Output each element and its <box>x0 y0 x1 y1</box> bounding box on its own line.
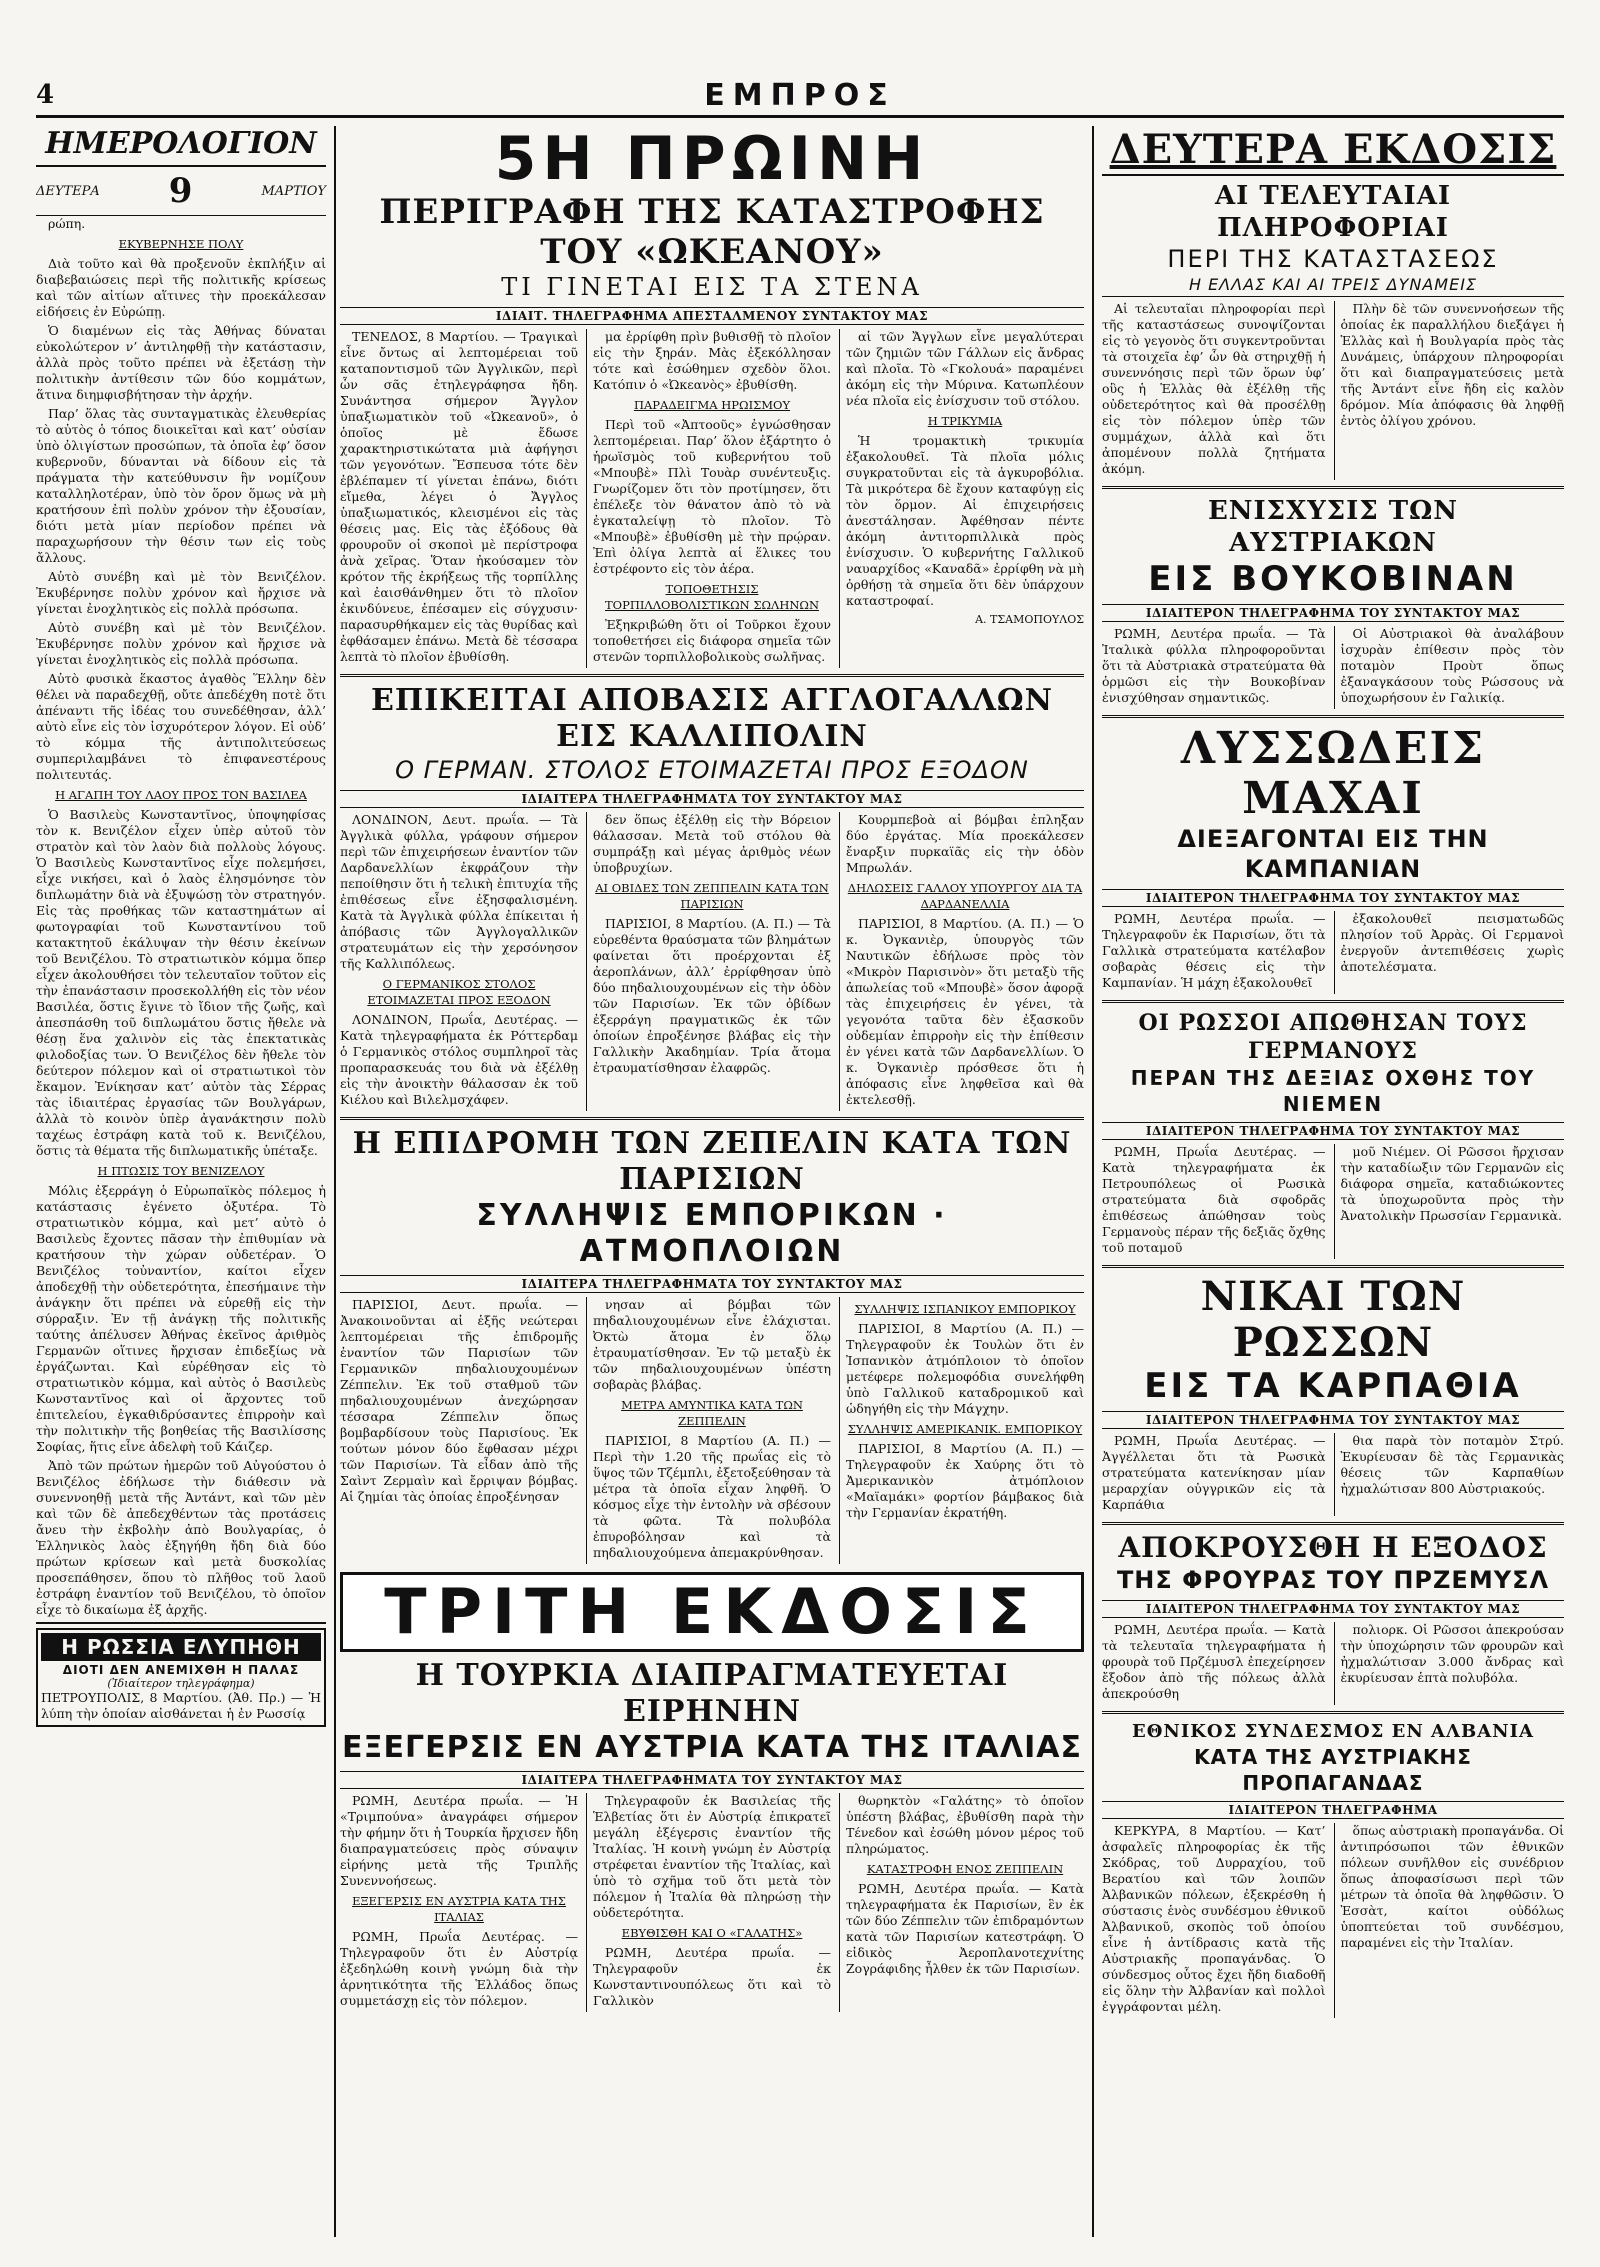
paragraph: Περὶ τοῦ «Ἀπτοοῦς» ἐγνώσθησαν λεπτομέρειαι. Παρ’ ὅλον ἐξάρτητο ὁ ἡρωϊσμὸς τοῦ κυβερνήτου τοῦ «Μπουβὲ» Πλὶ Τουὰρ συνέντευξις. Γνωρίζομεν ὅτι τὸν προτίμησεν, ὅτι ἐπέλεξε τὸν θάνατον ἀπὸ τὸ νὰ ἐγκαταλείψῃ τὸ πλοῖον. Τὸ «Μπουβὲ» ἐβυθίσθη μὲ τὴν πρῴραν. Ἐπὶ ὀλίγα λεπτὰ αἱ ἕλικες του ἐστρέφοντο εἰς τὸν ἀέρα. <box>593 417 831 576</box>
subheading: Ο ΓΕΡΜΑΝΙΚΟΣ ΣΤΟΛΟΣ ΕΤΟΙΜΑΖΕΤΑΙ ΠΡΟΣ ΕΞΟΔΟΝ <box>367 977 551 1007</box>
story-zeppelin <box>340 1297 1084 1564</box>
headline-ship-seizures: ΣΥΛΛΗΨΙΣ ΕΜΠΟΡΙΚΩΝ · ΑΤΜΟΠΛΟΙΩΝ <box>476 1198 948 1269</box>
paragraph: Αἱ τελευταῖαι πληροφορίαι περὶ τῆς καταστάσεως συνοψίζονται εἰς τὸ γεγονὸς ὅτι συγκεντροῦνται τὰ στοιχεῖα ἐφ’ ὧν θὰ στηριχθῇ ἡ συνεννόησις περὶ τῶν ὅρων ὑφ’ οὓς ἡ Ἑλλὰς θὰ ἐξέλθῃ τῆς οὐδετερότητος καὶ θὰ προσέλθῃ εἰς τὸν πόλεμον ὑπὲρ τῶν συμμάχων, ἀλλὰ καὶ ὅτι ἀπομένουν πολλὰ ζητήματα ἀκόμη. <box>1102 301 1326 476</box>
byline: ΙΔΙΑΙΤ. ΤΗΛΕΓΡΑΦΗΜΑ ΑΠΕΣΤΑΛΜΕΝΟΥ ΣΥΝΤΑΚΤΟΥ ΜΑΣ <box>340 307 1084 325</box>
headline-fierce-battles: ΛΥΣΣΩΔΕΙΣ ΜΑΧΑΙ <box>1180 723 1486 824</box>
subheading: ΕΒΥΘΙΣΘΗ ΚΑΙ Ο «ΓΑΛΑΤΗΣ» <box>621 1926 803 1940</box>
headline-bukovina: ΕΙΣ ΒΟΥΚΟΒΙΝΑΝ <box>1148 559 1518 599</box>
paragraph: μοῦ Νιέμεν. Οἱ Ρῶσσοι ἤρχισαν τὴν καταδίωξιν τῶν Γερμανῶν εἰς διάφορα σημεῖα, καταδιώκοντες τὰ ὑποχωροῦντα πρὸς τὴν Ἀνατολικὴν Πρωσσίαν Γερμανικὰ. <box>1340 1144 1564 1223</box>
paragraph: ΠΑΡΙΣΙΟΙ, 8 Μαρτίου. (Α. Π.) — Ὁ κ. Ὀγκανιὲρ, ὑπουργὸς τῶν Ναυτικῶν ἐδήλωσε πρὸς τὸν «Μικρὸν Παρισινὸν» ὅτι μεταξὺ τῆς ἀπωλείας τοῦ «Μπουβὲ» ὅσον ἀφορᾷ τὰς ἐπιχειρήσεις ἐν γένει, τὰ γεγονότα ταῦτα δὲν ἐξασκοῦν οὐδεμίαν ἐπιρροὴν εἰς τὴν ἐπίθεσιν ἐν γένει κατὰ τῶν Δαρδανελλίων. Ὁ κ. Ὀγκανιὲρ πρόσθεσε ὅτι ἡ ἀπόφασις εἶνε ληφθεῖσα καὶ θὰ ἐκτελεσθῇ. <box>846 916 1084 1107</box>
paragraph: Ἡ τρομακτικὴ τρικυμία ἐξακολουθεῖ. Τὰ πλοῖα μόλις συγκρατοῦνται εἰς τὰ ἀγκυροβόλια. Τὰ μικρότερα δὲ ἔχουν καταφύγῃ εἰς τὸν ὅρμον. Αἱ ἐπιχειρήσεις ἀνεστάλησαν. Ἀφέθησαν πέντε ἀκόμη ἀντιτορπιλλικὰ πρὸς ἐνίσχυσιν. Ὁ κυβερνήτης Γαλλικοῦ ναυαρχίδος «Καναδᾶ» ἐρρίφθη νὰ μὴ ὀρθήσῃ τὰ σημεῖα ὅτι δὲν ὑπάρχουν καταστροφαί. <box>846 433 1084 608</box>
subheading: ΠΑΡΑΔΕΙΓΜΑ ΗΡΩΙΣΜΟΥ <box>633 398 791 412</box>
headline-champagne: ΔΙΕΞΑΓΟΝΤΑΙ ΕΙΣ ΤΗΝ ΚΑΜΠΑΝΙΑΝ <box>1177 825 1489 883</box>
paragraph: ΡΩΜΗ, Πρωΐα Δευτέρας. — Κατὰ τηλεγραφήματα ἐκ Πετρουπόλεως οἱ Ρωσικὰ στρατεύματα διὰ σφοδρᾶς ἐπιθέσεως ἀπώθησαν τοὺς Γερμανοὺς πέραν τῆς δεξιᾶς ὄχθης τοῦ ποταμοῦ <box>1102 1144 1326 1255</box>
paragraph: Τηλεγραφοῦν ἐκ Βασιλείας τῆς Ἑλβετίας ὅτι ἐν Αὐστρίᾳ ἐπικρατεῖ μεγάλη ἐξέγερσις ἐναντίον τῆς Ἰταλίας. Ἡ κοινὴ γνώμη ἐν Αὐστρίᾳ στρέφεται ἐναντίον τῆς Ἰταλίας, καὶ ὑπὸ τὸ σχῆμα τοῦ ὅτι μετὰ τὸν πόλεμον ἡ Ἰταλία θὰ πληρώσῃ τὴν οὐδετερότητα. <box>593 1793 831 1920</box>
byline: ΙΔΙΑΙΤΕΡΑ ΤΗΛΕΓΡΑΦΗΜΑΤΑ ΤΟΥ ΣΥΝΤΑΚΤΟΥ ΜΑΣ <box>340 790 1084 808</box>
paragraph: δεν ὅπως ἐξέλθῃ εἰς τὴν Βόρειον θάλασσαν. Μετὰ τοῦ στόλου θὰ συμπράξῃ καὶ μέγας ἀριθμὸς νέων ὑποβρυχίων. <box>593 812 831 875</box>
subheading: ΚΑΤΑΣΤΡΟΦΗ ΕΝΟΣ ΖΕΠΠΕΛΙΝ <box>866 1862 1064 1876</box>
paragraph: ΠΑΡΙΣΙΟΙ, 8 Μαρτίου (Α. Π.) — Τηλεγραφοῦν ἐκ Χαύρης ὅτι τὸ Ἀμερικανικὸν ἀτμόπλοιον «Μαϊαμάκι» φορτίον βάμβακος διὰ τὴν Γερμανίαν ἐκρατήθη. <box>846 1441 1084 1520</box>
paragraph: ὅπως αὐστριακὴ προπαγάνδα. Οἱ ἀντιπρόσωποι τῶν ἐθνικῶν πόλεων συνῆλθον εἰς συνέδριον ὅπως ἀποφασίσωσι περὶ τῶν μέτρων τὰ ὁποῖα θὰ ληφθῶσιν. Ὁ Ἐσσὰτ, καίτοι οὐδόλως ὑποπτεύεται τοῦ συνδέσμου, παραμένει εἰς τὴν Ἰταλίαν. <box>1340 1823 1564 1950</box>
story-albania <box>1102 1823 1564 2018</box>
second-edition-column <box>1092 126 1564 2237</box>
byline: ΙΔΙΑΙΤΕΡΟΝ ΤΗΛΕΓΡΑΦΗΜΑ ΤΟΥ ΣΥΝΤΑΚΤΟΥ ΜΑΣ <box>1102 1122 1564 1140</box>
subheading: ΜΕΤΡΑ ΑΜΥΝΤΙΚΑ ΚΑΤΑ ΤΩΝ ΖΕΠΠΕΛΙΝ <box>621 1398 803 1428</box>
paragraph: ΡΩΜΗ, Πρωΐα Δευτέρας. — Ἀγγέλλεται ὅτι τὰ Ρωσικὰ στρατεύματα κατενίκησαν μίαν μεραρχίαν οὐγγρικῶν εἰς τὰ Καρπάθια <box>1102 1433 1326 1512</box>
diary-column <box>36 126 336 2237</box>
story-przemysl <box>1102 1622 1564 1705</box>
paragraph: ΡΩΜΗ, Δευτέρα πρωΐα. — Κατὰ τηλεγραφήματα ἐκ Παρισίων, ἓν ἐκ τῶν δύο Ζέππελιν τῶν ἐπιδραμόντων κατὰ τῶν Παρισίων κατεστράφη. Ὁ εἰδικὸς Ἀεροπλανοτεχνίτης Ζογράφιδης ἦλθεν ἐκ τῶν Παρισίων. <box>846 1881 1084 1976</box>
story-turkey <box>340 1793 1084 2012</box>
paragraph: θωρηκτὸν «Γαλάτης» τὸ ὁποῖον ὑπέστη βλάβας, ἐβυθίσθη παρὰ τὴν Τένεδον καὶ ἐσώθη μόνον μέρος τοῦ πληρώματος. <box>846 1793 1084 1856</box>
paragraph: Μόλις ἐξερράγη ὁ Εὐρωπαϊκὸς πόλεμος ἡ κατάστασις ἐγένετο ὀξυτέρα. Τὸ στρατιωτικὸν κόμμα, καὶ μετ’ αὐτὸ ὁ Βασιλεὺς ἔχοντες πᾶσαν τὴν ἐπιθυμίαν νὰ κρατήσουν τὴν χώραν οὐδετέραν. Ὁ Βενιζέλος τοὐναντίον, καίτοι εἶχεν ἀποδεχθῇ τὴν οὐδετερότητα, ἐπεσήμαινε τὴν ἀνάγκην ὅτι πρέπει νὰ εὑρεθῇ εἰς τὴν σύρραξιν. Ἐν τῇ ἀνάγκῃ τῆς πολιτικῆς ταύτης ἀπέλυσεν Ἀθήνας ἐκεῖνος ἀριθμὸς Γερμανῶν οἵτινες ἤρχισαν ἐπιδεξίως νὰ ἐργάζωνται. Καὶ εὑρέθησαν εἰς τὸ στρατιωτικὸν κόμμα, καὶ αὐτὸς ὁ Βασιλεὺς Κωνσταντῖνος καὶ οἱ ἄρχοντες τοῦ ἐπιτελείου, ἐγκαθιδρύσαντες ἐπιρροὴν καὶ τὴν πολιτικὴν τῆς βοηθείας τῆς Βασιλίσσης Σοφίας, ἥτις εἶνε ἀδελφὴ τοῦ Κάιζερ. <box>36 1183 326 1454</box>
headline-situation: ΠΕΡΙ ΤΗΣ ΚΑΤΑΣΤΑΣΕΩΣ <box>1167 245 1499 273</box>
paragraph: ΡΩΜΗ, Δευτέρα πρωΐα. — Τὰ Ἰταλικὰ φύλλα πληροφοροῦνται ὅτι τὰ Αὐστριακὰ στρατεύματα θὰ ὁρμῶσι εἰς τὴν Βουκοβίναν ἐνισχύθησαν σημαντικῶς. <box>1102 626 1326 705</box>
russia-box-text: ΠΕΤΡΟΥΠΟΛΙΣ, 8 Μαρτίου. (Ἀθ. Πρ.) — Ἡ λύπη τὴν ὁποίαν αἰσθάνεται ἡ ἐν Ρωσσίᾳ <box>41 1690 321 1721</box>
story-gallipoli <box>340 812 1084 1111</box>
headline-russians-repel: ΟΙ ΡΩΣΣΟΙ ΑΠΩΘΗΣΑΝ ΤΟΥΣ ΓΕΡΜΑΝΟΥΣ <box>1138 1010 1528 1064</box>
main-news-column <box>340 126 1084 2237</box>
headline-turkey-peace: Η ΤΟΥΡΚΙΑ ΔΙΑΠΡΑΓΜΑΤΕΥΕΤΑΙ ΕΙΡΗΝΗΝ <box>415 1658 1009 1729</box>
newspaper-name: ΕΜΠΡΟΣ <box>704 78 896 113</box>
paragraph: Οἱ Αὐστριακοὶ θὰ ἀναλάβουν ἰσχυρὰν ἐπίθεσιν πρὸς τὸν ποταμὸν Προὺτ ὅπως ἐξαναγκάσουν τοὺς Ρώσσους νὰ ὑποχωρήσουν ἐν Γαλικίᾳ. <box>1340 626 1564 705</box>
third-edition-banner: ΤΡΙΤΗ ΕΚΔΟΣΙΣ <box>340 1572 1084 1652</box>
paragraph: ρώπη. <box>48 216 86 231</box>
paragraph: ΠΑΡΙΣΙΟΙ, Δευτ. πρωΐα. — Ἀνακοινοῦνται αἱ ἑξῆς νεώτεραι λεπτομέρειαι τῆς ἐπιδρομῆς ἐναντίον τῶν Παρισίων τῶν Γερμανικῶν πηδαλιουχουμένων Ζέππελιν. Ἐκ τοῦ σταθμοῦ τῶν πηδαλιουχουμένων ἀνεχώρησαν τέσσαρα Ζέππελιν ὅπως βομβαρδίσουν τοὺς Παρισίους. Ἐκ τούτων μόνον δύο ἔφθασαν μέχρι τῶν Παρισίων. Τὰ εἶδαν ἀπὸ τῆς Σαὶντ Ζερμαὶν καὶ ἔρριψαν βόμβας. Αἱ ζημίαι τὰς ὁποίας ἐπροξένησαν <box>340 1297 578 1504</box>
subheading: Η ΤΡΙΚΥΜΙΑ <box>927 414 1003 428</box>
subheading: ΣΥΛΛΗΨΙΣ ΙΣΠΑΝΙΚΟΥ ΕΜΠΟΡΙΚΟΥ <box>854 1302 1076 1316</box>
story-oceanos <box>340 329 1084 668</box>
story-bukovina <box>1102 626 1564 709</box>
paragraph: ΠΑΡΙΣΙΟΙ, 8 Μαρτίου (Α. Π.) — Τηλεγραφοῦν ἐκ Τουλὼν ὅτι ἐν Ἰσπανικὸν ἀτμόπλοιον τὸ ὁποῖον μετέφερε πολεμοφόδια συνελήφθη ὑπὸ Γαλλικοῦ καταδρομικοῦ καὶ ὡδηγήθη εἰς τὴν Μάγχην. <box>846 1321 1084 1416</box>
paragraph: ΚΕΡΚΥΡΑ, 8 Μαρτίου. — Κατ’ ἀσφαλεῖς πληροφορίας ἐκ τῆς Σκόδρας, τοῦ Δυρραχίου, τοῦ Βερατίου καὶ τῶν λοιπῶν Ἀλβανικῶν πόλεων, ἐξεκρέσθη ἡ σύστασις ἑνὸς συνδέσμου ἐθνικοῦ Ἀλβανικοῦ, σκοπὸς τοῦ ὁποίου εἶνε ἡ ἀντίδρασις κατὰ τῆς Αὐστριακῆς προπαγάνδας. Ὁ σύνδεσμος οὗτος ἔχει ἤδη διαδοθῆ εἰς ὅλην τὴν Ἀλβανίαν καὶ πολλοὶ ἐγγράφονται μέλη. <box>1102 1823 1326 2014</box>
story-carpathians <box>1102 1433 1564 1516</box>
paragraph: Κουρμπεβοὰ αἱ βόμβαι ἐπληξαν δύο ἐργάτας. Μία προεκάλεσεν ἔναρξιν πυρκαϊᾶς εἰς τὴν ὁδὸν Μπρωλάν. <box>846 812 1084 875</box>
headline-german-fleet: Ο ΓΕΡΜΑΝ. ΣΤΟΛΟΣ ΕΤΟΙΜΑΖΕΤΑΙ ΠΡΟΣ ΕΞΟΔΟΝ <box>395 756 1029 784</box>
paragraph: ΡΩΜΗ, Δευτέρα πρωΐα. — Ἡ «Τριμπούνα» ἀναγράφει σήμερον τὴν φήμην ὅτι ἡ Τουρκία ἤρχισεν ἤδη διαπραγματεύσεις πρὸς σύναψιν εἰρήνης μετὰ τῆς Τριπλῆς Συνεννοήσεως. <box>340 1793 578 1888</box>
subheading: ΑΙ ΟΒΙΔΕΣ ΤΩΝ ΖΕΠΠΕΛΙΝ ΚΑΤΑ ΤΩΝ ΠΑΡΙΣΙΩΝ <box>595 881 829 911</box>
subheading: Η ΠΤΩΣΙΣ ΤΟΥ ΒΕΝΙΖΕΛΟΥ <box>97 1164 265 1178</box>
paragraph: Ἀπὸ τῶν πρώτων ἡμερῶν τοῦ Αὐγούστου ὁ Βενιζέλος ἐδήλωσε τὴν διάθεσιν νὰ συνεννοηθῇ μετὰ τῆς Ἀντάντ, καὶ τῶν μὲν καὶ τῶν δὲ ἀπεδεχθέντων τὰς προτάσεις ἄνευ τὴν ἐκβολὴν ἀπὸ Βουλγαρίας, ὁ Ἑλληνικὸς λαὸς ἐξηγήθη ἤδη διὰ δύο πρώτων κρίσεων καὶ μετὰ δυσκολίας προσεπάθησεν, ὅπου τὸ πλῆθος τοῦ λαοῦ ἐστράφη ἐναντίον τοῦ Βενιζέλου, τὸ ὁποῖον εἶχε τὸ δικαίωμα ἐξ ἀρχῆς. <box>36 1458 326 1617</box>
paragraph: ΠΑΡΙΣΙΟΙ, 8 Μαρτίου. (Α. Π.) — Τὰ εὑρεθέντα θραύσματα τῶν βλημάτων φαίνεται ὅτι προέρχονται ἐξ ἀεροπλάνων, ἀλλ’ ἐρρίφθησαν ὑπὸ δύο πηδαλιουχουμένων εἰς τὴν ὁδὸν τῶν Παρισίων. Ἐκ τῶν ὀβίδων ἐξερράγη πραγματικῶς ἐκ τῶν ὁποίων ἐπροξένησε βλάβας εἰς τὴν Γαλλικὴν Ἀκαδημίαν. Τρία ἄτομα ἐτραυματίσθησαν ἐλαφρῶς. <box>593 916 831 1075</box>
story-champagne <box>1102 911 1564 994</box>
headline-oceanos: ΠΕΡΙΓΡΑΦΗ ΤΗΣ ΚΑΤΑΣΤΡΟΦΗΣ ΤΟΥ «ΩΚΕΑΝΟΥ» <box>379 192 1045 272</box>
paragraph: Ἐξηκριβώθη ὅτι οἱ Τοῦρκοι ἔχουν τοποθετήσει εἰς διάφορα σημεῖα τῶν στενῶν τορπιλλοβολικοὺς σωλῆνας. <box>593 617 831 664</box>
paragraph: ΡΩΜΗ, Δευτέρα πρωΐα. — Τηλεγραφοῦν ἐκ Κωνσταντινουπόλεως ὅτι καὶ τὸ Γαλλικὸν <box>593 1945 831 2008</box>
paragraph: ΛΟΝΔΙΝΟΝ, Δευτ. πρωΐα. — Τὰ Ἀγγλικὰ φύλλα, γράφουν σήμερον περὶ τῶν ἐπιχειρήσεων ἐναντίον τῶν Δαρδανελλίων ἐκφράζουν τὴν πεποίθησιν ὅτι ἡ τελικὴ ἐπιτυχία τῆς ἐπιθέσεως εἶνε ἐξησφαλισμένη. Κατὰ τὰ Ἀγγλικὰ φύλλα ἐπίκειται ἡ ἀπόβασις τῶν Ἀγγλογαλλικῶν στρατευμάτων εἰς τὴν χερσόνησον τῆς Καλλιπόλεως. <box>340 812 578 971</box>
headline-niemen: ΠΕΡΑΝ ΤΗΣ ΔΕΞΙΑΣ ΟΧΘΗΣ ΤΟΥ ΝΙΕΜΕΝ <box>1130 1066 1536 1116</box>
paragraph: ἐξακολουθεῖ πεισματωδῶς πλησίον τοῦ Ἀρρὰς. Οἱ Γερμανοὶ ἐνεργοῦν ἀντεπιθέσεις χωρὶς ἀποτελέσματα. <box>1340 911 1564 974</box>
story-niemen <box>1102 1144 1564 1259</box>
paragraph: Πλὴν δὲ τῶν συνεννοήσεων τῆς ὁποίας ἐκ παραλλήλου διεξάγει ἡ Ἑλλὰς καὶ ἡ Βουλγαρία πρὸς τὰς Δυνάμεις, ὑπάρχουν πληροφορίαι ὅτι καὶ διαπραγματεύσεις μετὰ τῆς Ἀντάντ εἶνε ἤδη εἰς καλὸν δρόμον. Μία ἀπόφασις θὰ ληφθῇ ἐντὸς ὀλίγου χρόνου. <box>1340 301 1564 428</box>
diary-body <box>36 216 326 1618</box>
headline-zeppelin-raid: Η ΕΠΙΔΡΟΜΗ ΤΩΝ ΖΕΠΕΛΙΝ ΚΑΤΑ ΤΩΝ ΠΑΡΙΣΙΩΝ <box>352 1126 1072 1197</box>
subheading: ΤΟΠΟΘΕΤΗΣΙΣ ΤΟΡΠΙΛΛΟΒΟΛΙΣΤΙΚΩΝ ΣΩΛΗΝΩΝ <box>604 582 820 612</box>
headline-przemysl: ΤΗΣ ΦΡΟΥΡΑΣ ΤΟΥ ΠΡΖΕΜΥΣΛ <box>1116 1566 1550 1594</box>
paragraph: Ὁ Βασιλεὺς Κωνσταντῖνος, ὑποψηφίσας τὸν κ. Βενιζέλον εἶχεν ὑπὲρ αὐτοῦ τὸν στρατὸν καὶ τὸν λαὸν διὰ πολλοὺς λόγους. Ὁ Βασιλεὺς Κωνσταντῖνος εἶχε πολεμήσει, εἶχε νικήσει, καὶ ὁ λαὸς ἐλησμόνησε τὸν διπλωμάτην διὰ νὰ ἐξυψώσῃ τὸν στρατηγόν. Εἰς τὰς προθήκας τῶν καταστημάτων αἱ φωτογραφίαι τοῦ Κωνσταντίνου τοῦ κατακτητοῦ ἐκάλυψαν τὴν θέσιν ἐκείνων τοῦ Βενιζέλου. Τὸ στρατιωτικὸν κόμμα ὅπερ εἶχεν ἀκολουθήσει τὸν τελευταῖον τοῦτον εἰς τὴν ἐπανάστασιν προσεκολλήθη εἰς τὸν νέον Βασιλέα, ὅστις ἔγινε τὸ ἴδιον τῆς ζωῆς, καὶ ἀπεσπάσθη τοῦ διπλωμάτου ὅστις ἤθελε νὰ θέσῃ ἕνα χαλινὸν εἰς τὰς ἐπεκτατικὰς φιλοδοξίας των. Ὁ Βενιζέλος δὲν ἤθελε τὸν δεύτερον πόλεμον καὶ οἱ στρατιωτικοὶ τὸν ἔκαμον. Ἐνίκησαν κατ’ αὐτὸν τὰς Σέρρας τὰς ἰδιαιτέρας ἐργασίας τῶν Βουλγάρων, ἀλλὰ τὸ κοινὸν ὑπὲρ ἀγανάκτησιν πολὺ ταχέως ἐστράφη κατὰ τοῦ κ. Βενιζέλου, ὅστις τὰ θέματα τῆς διπλωματικῆς ὑπέταξε. <box>36 807 326 1158</box>
paragraph: Αὐτὸ συνέβη καὶ μὲ τὸν Βενιζέλον. Ἐκυβέρνησε πολὺν χρόνον καὶ ἤρχισε νὰ γίνεται ἐνοχλητικὸς εἰς πολλὰ πρόσωπα. <box>36 569 326 616</box>
subheading: ΣΥΛΛΗΨΙΣ ΑΜΕΡΙΚΑΝΙΚ. ΕΜΠΟΡΙΚΟΥ <box>847 1422 1083 1436</box>
paragraph: ΠΑΡΙΣΙΟΙ, 8 Μαρτίου (Α. Π.) — Περὶ τὴν 1.20 τῆς πρωΐας εἰς τὸ ὕψος τῶν Τζέμπλι, ἐξετοξεύθησαν τὰ μέτρα τὰ ὁποῖα εἶχαν ληφθῆ. Ὁ κόσμος εἶχε τὴν ἐντολὴν νὰ σβέσουν τὰ φῶτα. Τὰ πολυβόλα ἐπυροβόλησαν καὶ τὰ πηδαλιουχούμενα ἀπεμακρύνθησαν. <box>593 1433 831 1560</box>
paragraph: Διὰ τοῦτο καὶ θὰ προξενοῦν ἐκπλήξιν αἱ διαβεβαιώσεις περὶ τῆς πολιτικῆς κρίσεως καὶ τῶν αἰτίων αἵτινες τὴν προεκάλεσαν εἰδήσεις ἐν Εὐρώπῃ. <box>36 256 326 319</box>
byline: ΙΔΙΑΙΤΕΡΑ ΤΗΛΕΓΡΑΦΗΜΑΤΑ ΤΟΥ ΣΥΝΤΑΚΤΟΥ ΜΑΣ <box>340 1275 1084 1293</box>
masthead <box>36 78 1564 118</box>
paragraph: Παρ’ ὅλας τὰς συνταγματικὰς ἐλευθερίας τὸ αὐτὸς ὁ τόπος διοικεῖται καὶ κατ’ οὐσίαν ὑπὸ ὀλιγίστων προσώπων, τὰ ὁποῖα ἐφ’ ὅσον κυβερνοῦν, δύνανται νὰ δίδουν εἰς τὰ πράγματα τὴν κατεύθυνσιν ἣν νομίζουν καταλληλοτέραν, ὑπὸ τὸν ὅρον ὅμως νὰ μὴ κρατήσουν ἐπὶ πολὺν χρόνον τὴν ἐξουσίαν, διότι μετὰ μίαν περίοδον πρέπει νὰ παραχωρήσουν τὴν θέσιν των εἰς τοὺς ἄλλους. <box>36 406 326 565</box>
byline: ΙΔΙΑΙΤΕΡΟΝ ΤΗΛΕΓΡΑΦΗΜΑ <box>1102 1801 1564 1819</box>
paragraph: αἱ τῶν Ἄγγλων εἶνε μεγαλύτεραι τῶν ζημιῶν τῶν Γάλλων εἰς ἄνδρας καὶ πλοῖα. Τὸ «Γκολουά» παραμένει ἀκόμη εἰς τὴν Μύρινα. Κατωπλέουν νέα πλοῖα εἰς ἐνίσχυσιν τοῦ στόλου. <box>846 329 1084 408</box>
headline-austrian-propaganda: ΚΑΤΑ ΤΗΣ ΑΥΣΤΡΙΑΚΗΣ ΠΡΟΠΑΓΑΝΔΑΣ <box>1194 1745 1472 1795</box>
headline-russian-victories: ΝΙΚΑΙ ΤΩΝ ΡΩΣΣΩΝ <box>1200 1273 1466 1366</box>
paragraph: μα ἐρρίφθη πρὶν βυθισθῇ τὸ πλοῖον εἰς τὴν ξηράν. Μὰς ἐξεκόλλησαν τότε καὶ ἐσώθημεν σχεδὸν ὅλοι. Κατόπιν ὁ «Ὠκεανὸς» ἐβυθίσθη. <box>593 329 831 392</box>
headline-sortie-repelled: ΑΠΟΚΡΟΥΣΘΗ Η ΕΞΟΔΟΣ <box>1118 1531 1548 1564</box>
dateline <box>36 167 326 216</box>
byline: ΙΔΙΑΙΤΕΡΟΝ ΤΗΛΕΓΡΑΦΗΜΑ ΤΟΥ ΣΥΝΤΑΚΤΟΥ ΜΑΣ <box>1102 604 1564 622</box>
paragraph: ΡΩΜΗ, Δευτέρα πρωΐα. — Τηλεγραφοῦν ἐκ Παρισίων, ὅτι τὰ Γαλλικὰ στρατεύματα κατέλαβον σοβαρὰς θέσεις εἰς τὴν Καμπανίαν. Ἡ μάχη ἐξακολουθεῖ <box>1102 911 1326 990</box>
page-number: 4 <box>36 80 55 110</box>
paragraph: ΡΩΜΗ, Πρωΐα Δευτέρας. — Τηλεγραφοῦν ὅτι ἐν Αὐστρίᾳ ἐξεδηλώθη κοινὴ γνώμη διὰ τὴν ἀρνητικότητα τῆς Ἑλλάδος ὅπως συμμετάσχῃ εἰς τὸν πόλεμον. <box>340 1929 578 2008</box>
story-situation <box>1102 301 1564 480</box>
russia-box-subtitle: ΔΙΟΤΙ ΔΕΝ ΑΝΕΜΙΧΘΗ Η ΠΑΛΑΣ <box>62 1663 300 1677</box>
date-number: 9 <box>168 171 193 211</box>
russia-box-note: (Ἰδιαίτερον τηλεγράφημα) <box>107 1677 255 1690</box>
headline-albania-league: ΕΘΝΙΚΟΣ ΣΥΝΔΕΣΜΟΣ ΕΝ ΑΛΒΑΝΙΑ <box>1131 1721 1535 1742</box>
headline-straits: ΤΙ ΓΙΝΕΤΑΙ ΕΙΣ ΤΑ ΣΤΕΝΑ <box>501 273 923 301</box>
headline-greece-powers: Η ΕΛΛΑΣ ΚΑΙ ΑΙ ΤΡΕΙΣ ΔΥΝΑΜΕΙΣ <box>1102 274 1564 297</box>
paragraph: Ὁ διαμένων εἰς τὰς Ἀθήνας δύναται εὐκολώτερον ν’ ἀντιληφθῇ τὴν κατάστασιν, ἀλλὰ πρὸς τοῦτο πρέπει νὰ ἐξετάσῃ τὴν πολιτικὴν ἀντίθεσιν τῶν δύο κομμάτων, ἅτινα διημφισβήτησαν τὴν ἀρχήν. <box>36 323 326 402</box>
paragraph: νησαν αἱ βόμβαι τῶν πηδαλιουχουμένων εἶνε ἐλάχισται. Ὀκτὼ ἄτομα ἐν ὅλῳ ἐτραυματίσθησαν. Ἐν τῷ μεταξὺ ἐκ τῶν πηδαλιουχουμένων ὑπέστη σοβαρὰς βλάβας. <box>593 1297 831 1392</box>
paragraph: Αὐτὸ συνέβη καὶ μὲ τὸν Βενιζέλον. Ἐκυβέρνησε πολὺν χρόνον καὶ ἤρχισε νὰ γίνεται ἐνοχλητικὸς εἰς πολλὰ πρόσωπα. <box>36 620 326 667</box>
date-month: ΜΑΡΤΙΟΥ <box>261 183 326 199</box>
paragraph: θια παρὰ τὸν ποταμὸν Στρύ. Ἐκυρίευσαν δὲ τὰς Γερμανικὰς θέσεις τῶν Καρπαθίων ἠχμαλώτισαν 800 Αὐστριακούς. <box>1340 1433 1564 1496</box>
byline: ΙΔΙΑΙΤΕΡΟΝ ΤΗΛΕΓΡΑΦΗΜΑ ΤΟΥ ΣΥΝΤΑΚΤΟΥ ΜΑΣ <box>1102 1600 1564 1618</box>
diary-title: ΗΜΕΡΟΛΟΓΙΟΝ <box>36 126 326 167</box>
paragraph: Αὐτὸ φυσικὰ ἕκαστος ἀγαθὸς Ἕλλην δὲν θέλει νὰ παραδεχθῇ, οὔτε ἀπεδέχθη ποτὲ ὅτι ἀπέναντι τῆς ἰδέας του συνεδέθησαν, ἀλλ’ αὐτὸ εἶνε εἰς τὸν ἰσχυρότερον λόγον. Εἰ οὐδ’ τὸ κόμμα τῆς ἀντιπολιτεύσεως συμπεριλαμβάνει τὸ ἐπιφανεστέρους πολιτευτάς. <box>36 671 326 782</box>
subheading: ΕΚΥΒΕΡΝΗΣΕ ΠΟΛΥ <box>118 237 244 251</box>
headline-latest-info: ΑΙ ΤΕΛΕΥΤΑΙΑΙ ΠΛΗΡΟΦΟΡΙΑΙ <box>1214 181 1452 243</box>
byline: ΙΔΙΑΙΤΕΡΑ ΤΗΛΕΓΡΑΦΗΜΑΤΑ ΤΟΥ ΣΥΝΤΑΚΤΟΥ ΜΑΣ <box>340 1771 1084 1789</box>
subheading: ΕΞΕΓΕΡΣΙΣ ΕΝ ΑΥΣΤΡΙΑ ΚΑΤΑ ΤΗΣ ΙΤΑΛΙΑΣ <box>352 1894 566 1924</box>
date-day: ΔΕΥΤΕΡΑ <box>36 183 100 199</box>
byline: ΙΔΙΑΙΤΕΡΟΝ ΤΗΛΕΓΡΑΦΗΜΑ ΤΟΥ ΣΥΝΤΑΚΤΟΥ ΜΑΣ <box>1102 1411 1564 1429</box>
headline-austria-uprising: ΕΞΕΓΕΡΣΙΣ ΕΝ ΑΥΣΤΡΙΑ ΚΑΤΑ ΤΗΣ ΙΤΑΛΙΑΣ <box>342 1730 1082 1765</box>
signature: Α. ΤΣΑΜΟΠΟΥΛΟΣ <box>975 613 1084 626</box>
subheading: ΔΗΛΩΣΕΙΣ ΓΑΛΛΟΥ ΥΠΟΥΡΓΟΥ ΔΙΑ ΤΑ ΔΑΡΔΑΝΕΛΛΙΑ <box>847 881 1083 911</box>
paragraph: πολιορκ. Οἱ Ρῶσσοι ἀπεκρούσαν τὴν ὑποχώρησιν τῶν φρουρῶν καὶ ἠχμαλώτισαν 3.000 ἄνδρας καὶ ἐκυρίευσαν ἑπτὰ πολυβόλα. <box>1340 1622 1564 1685</box>
subheading: Η ΑΓΑΠΗ ΤΟΥ ΛΑΟΥ ΠΡΟΣ ΤΟΝ ΒΑΣΙΛΕΑ <box>55 788 307 802</box>
byline: ΙΔΙΑΙΤΕΡΟΝ ΤΗΛΕΓΡΑΦΗΜΑ ΤΟΥ ΣΥΝΤΑΚΤΟΥ ΜΑΣ <box>1102 889 1564 907</box>
paragraph: ΡΩΜΗ, Δευτέρα πρωΐα. — Κατὰ τὰ τελευταῖα τηλεγραφήματα ἡ φρουρὰ τοῦ Πρζέμυσλ ἐπεχείρησεν ἔξοδον ἀπὸ τῆς πόλεως ἀλλὰ ἀπεκρούσθη <box>1102 1622 1326 1701</box>
headline-austrian-reinforcements: ΕΝΙΣΧΥΣΙΣ ΤΩΝ ΑΥΣΤΡΙΑΚΩΝ <box>1207 496 1459 558</box>
paragraph: ΤΕΝΕΔΟΣ, 8 Μαρτίου. — Τραγικαὶ εἶνε ὄντως αἱ λεπτομέρειαι τοῦ καταποντισμοῦ τῶν Ἀγγλικῶν, περὶ ὧν σᾶς ἐτηλεγράφησα ἤδη. Συνάντησα σήμερον Ἄγγλον ὑπαξιωματικὸν τοῦ «Ὠκεανοῦ», ὁ ὁποῖος μὲ ἔδωσε χαρακτηριστικώτατα μιὰ ἀφήγησι τῶν γεγονότων. Ἔσπευσα τότε δὲν ἐβλέπαμεν τί γίνεται ἐπάνω, διότι εἴμεθα, λέγει ὁ Ἄγγλος ὑπαξιωματικός, κλεισμένοι εἰς τὰς θέσεις μας. Εἰς τὰς ἐξόδους θὰ φρουροῦν οἱ σκοποὶ μὲ περίστροφα ἀνὰ χεῖρας. Ὅταν ἠκούσαμεν τὸν κρότον τῆς ἐκρήξεως τῆς τορπίλλης καὶ ἐαισθάνθημεν ὅτι τὸ πλοῖον ἐκινδύνευε, ἐπέσαμεν εἰς σύγχυσιν· παρασυρθήκαμεν εἰς τὰς θυρίδας καὶ ἐφθάσαμεν ἐπάνω. Μετὰ δὲ τέσσαρα λεπτὰ τὸ πλοῖον ἐβυθίσθη. <box>340 329 578 664</box>
russia-box <box>36 1628 326 1727</box>
headline-gallipoli: ΕΠΙΚΕΙΤΑΙ ΑΠΟΒΑΣΙΣ ΑΓΓΛΟΓΑΛΛΩΝ ΕΙΣ ΚΑΛΛΙΠΟΛΙΝ <box>370 683 1054 754</box>
paragraph: ΛΟΝΔΙΝΟΝ, Πρωΐα, Δευτέρας. — Κατὰ τηλεγραφήματα ἐκ Ρόττερδαμ ὁ Γερμανικὸς στόλος συμπληροῖ τὰς προπαρασκευάς του διὰ νὰ ἐξέλθῃ εἰς τὴν ἀνοικτὴν θάλασσαν ἐκ τοῦ Κιέλου καὶ Βιλελμσχάφεν. <box>340 1012 578 1107</box>
second-edition-title: ΔΕΥΤΕΡΑ ΕΚΔΟΣΙΣ <box>1102 126 1564 176</box>
russia-box-title: Η ΡΩΣΣΙΑ ΕΛΥΠΗΘΗ <box>41 1633 321 1661</box>
headline-carpathians: ΕΙΣ ΤΑ ΚΑΡΠΑΘΙΑ <box>1144 1366 1522 1406</box>
kicker-morning-edition: 5Η ΠΡΩΙΝΗ <box>494 126 930 194</box>
